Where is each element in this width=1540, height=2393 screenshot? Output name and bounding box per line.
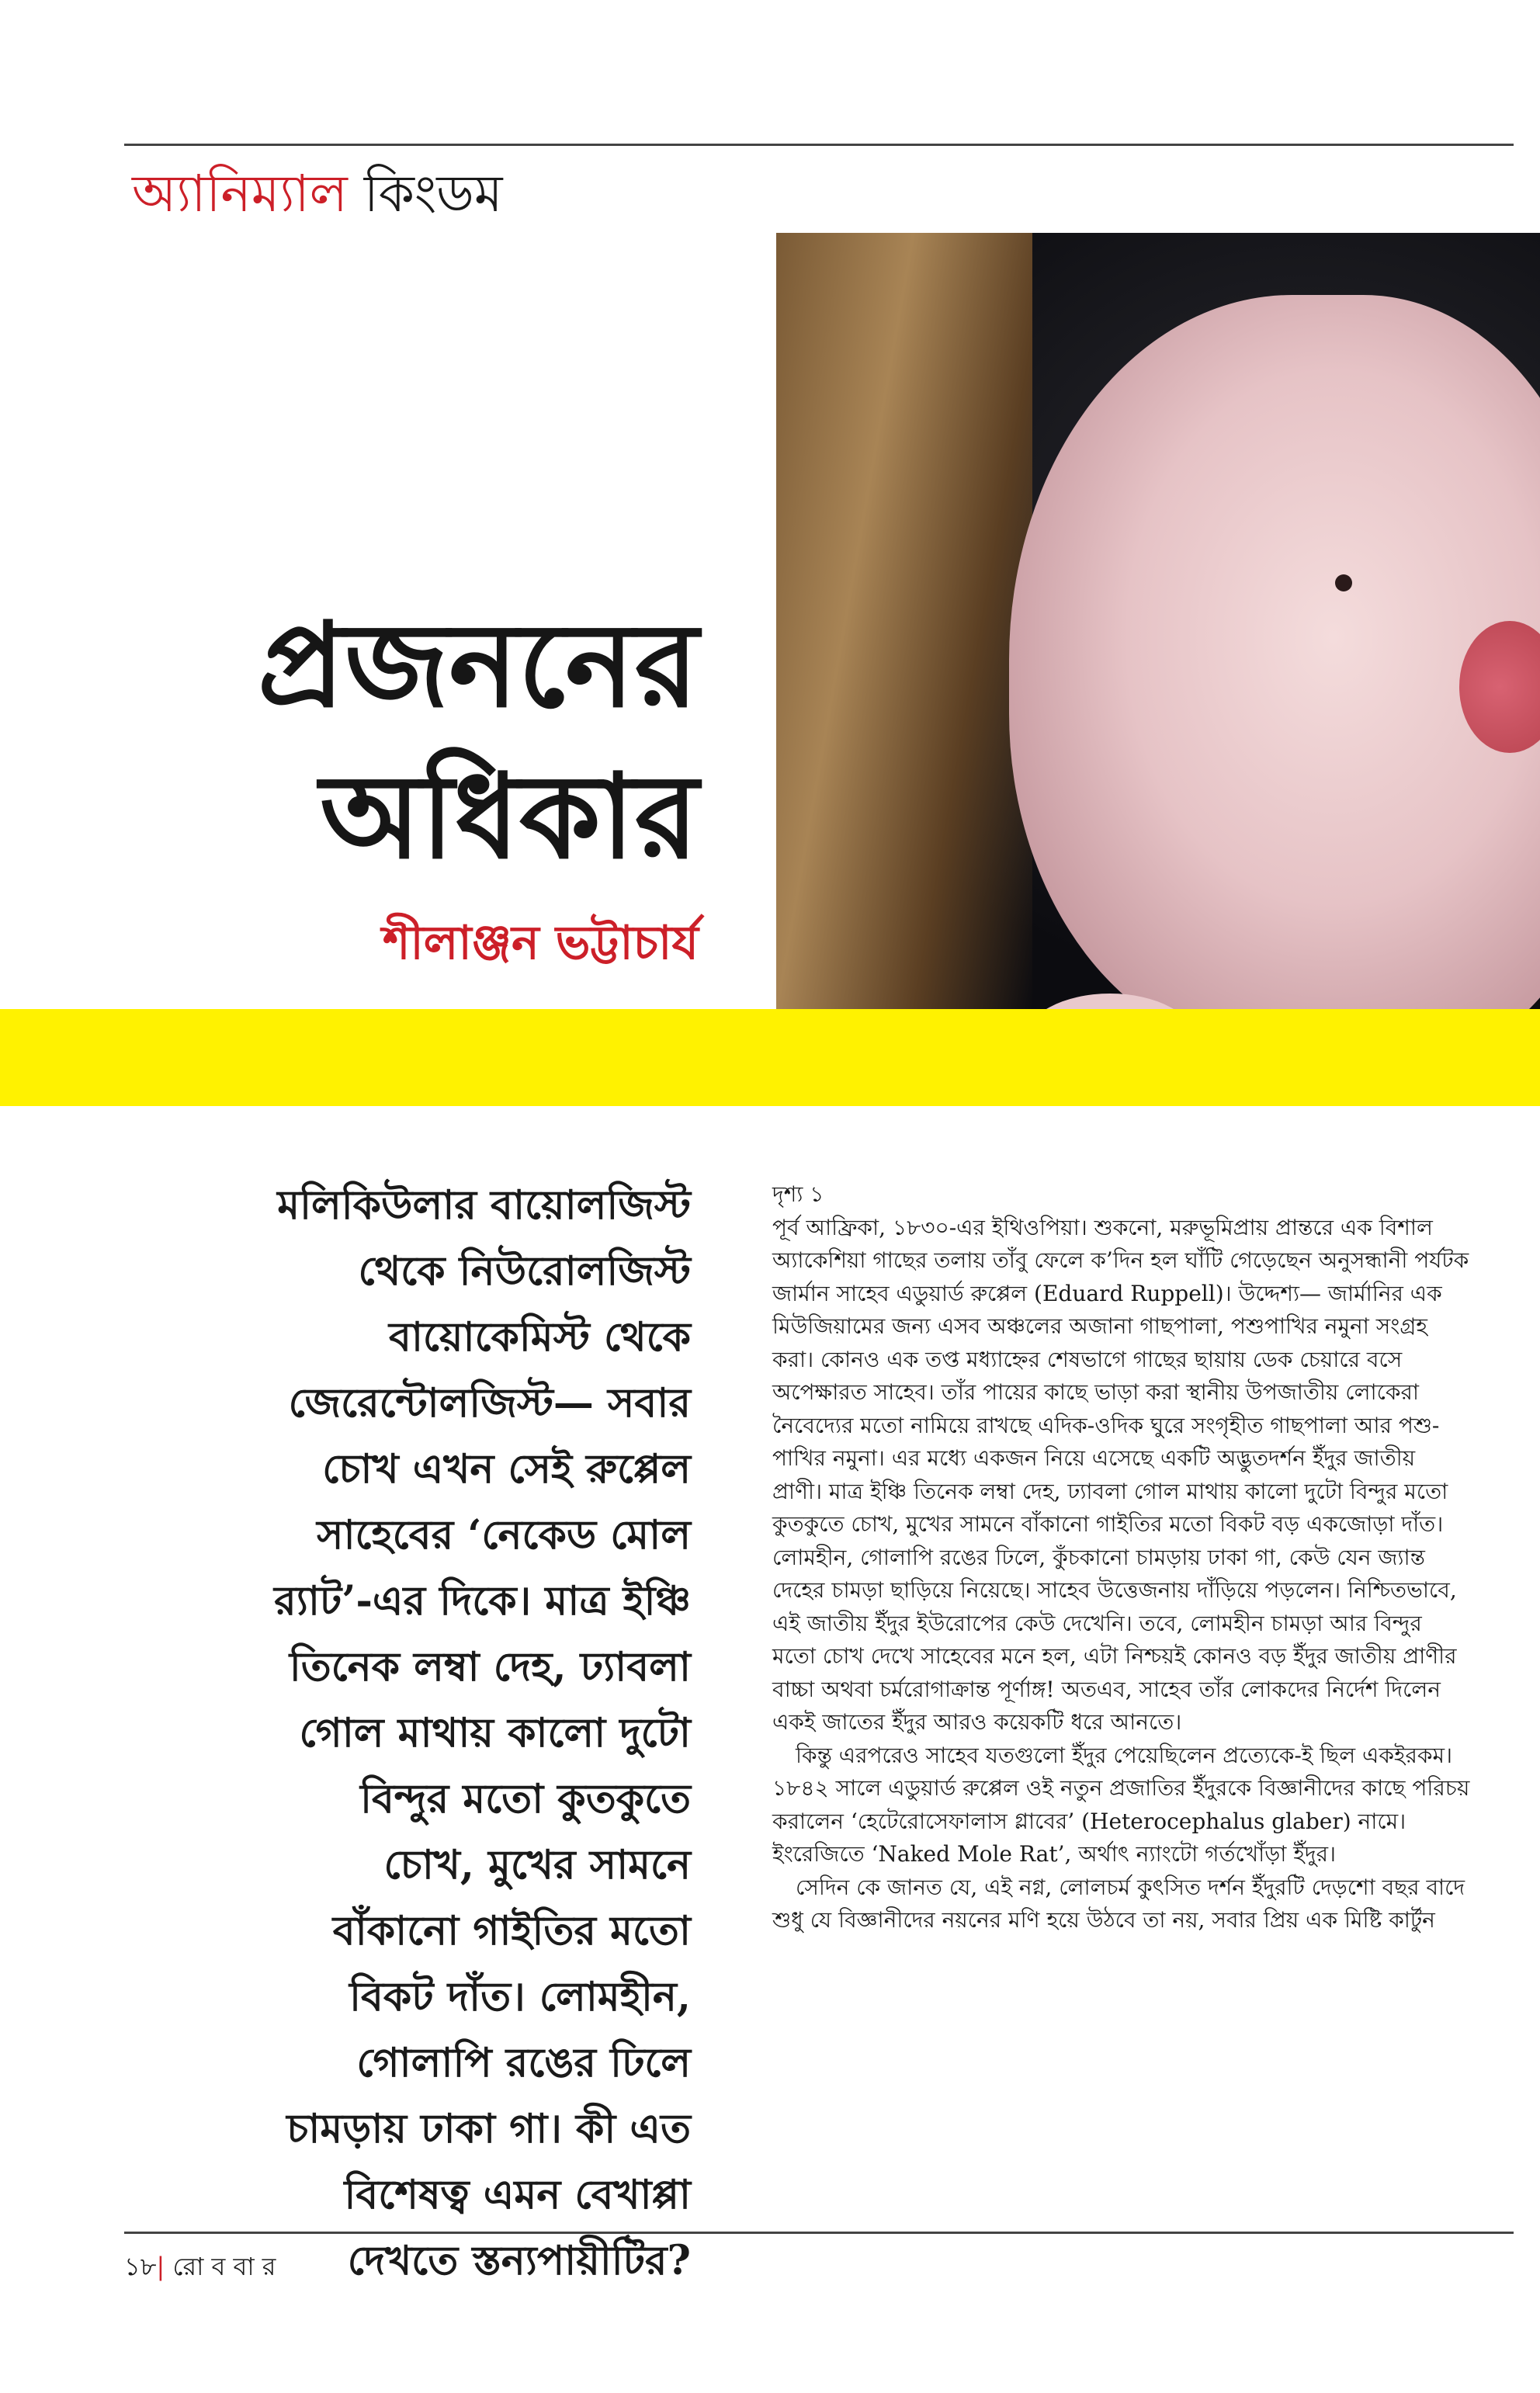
- naked-mole-rat-photo: [776, 233, 1540, 1009]
- scene-heading: দৃশ্য ১: [772, 1181, 824, 1207]
- article-body: [772, 1178, 1471, 1937]
- mole-rat-body: [1009, 295, 1540, 1009]
- top-rule: [124, 144, 1514, 146]
- section-label-black: কিংডম: [363, 164, 503, 224]
- byline: শীলাঞ্জন ভট্টাচার্য: [382, 916, 699, 970]
- page-footer: [124, 2247, 276, 2286]
- section-label-red: অ্যানিম্যাল: [132, 164, 348, 224]
- body-paragraph: পূর্ব আফ্রিকা, ১৮৩০-এর ইথিওপিয়া। শুকনো, মরুভূমিপ্রায় প্রান্তরে এক বিশাল অ্যাকেশিয়া গাছের তলায় তাঁবু ফেলে ক’দিন হল ঘাঁটি গেড়েছেন অনুসন্ধানী পর্যটক জার্মান সাহেব এডুয়ার্ড রুপ্পেল (Eduard Ruppell)। উদ্দেশ্য— জার্মানির এক মিউজিয়ামের জন্য এসব অঞ্চলের অজানা গাছপালা, পশুপাখির নমুনা সংগ্রহ করা। কোনও এক তপ্ত মধ্যাহ্নের শেষভাগে গাছের ছায়ায় ডেক চেয়ারে বসে অপেক্ষারত সাহেব। তাঁর পায়ের কাছে ভাড়া করা স্থানীয় উপজাতীয় লোকেরা নৈবেদ্যের মতো নামিয়ে রাখছে এদিক-ওদিক ঘুরে সংগৃহীত গাছপালা আর পশু-পাখির নমুনা। এর মধ্যে একজন নিয়ে এসেছে একটি অদ্ভুতদর্শন ইঁদুর জাতীয় প্রাণী। মাত্র ইঞ্চি তিনেক লম্বা দেহ, ঢ্যাবলা গোল মাথায় কালো দুটো বিন্দুর মতো কুতকুতে চোখ, মুখের সামনে বাঁকানো গাইতির মতো বিকট বড় একজোড়া দাঁত। লোমহীন, গোলাপি রঙের ঢিলে, কুঁচকানো চামড়ায় ঢাকা গা, কেউ যেন জ্যান্ত দেহের চামড়া ছাড়িয়ে নিয়েছে। সাহেব উত্তেজনায় দাঁড়িয়ে পড়লেন। নিশ্চিতভাবে, এই জাতীয় ইঁদুর ইউরোপের কেউ দেখেনি। তবে, লোমহীন চামড়া আর বিন্দুর মতো চোখ দেখে সাহেবের মনে হল, এটা নিশ্চয়ই কোনও বড় ইঁদুর জাতীয় প্রাণীর বাচ্চা অথবা চর্মরোগাক্রান্ত পূর্ণাঙ্গ! অতএব, সাহেব তাঁর লোকদের নির্দেশ দিলেন একই জাতের ইঁদুর আরও কয়েকটি ধরে আনতে।: [772, 1214, 1469, 1735]
- mole-rat-eye: [1335, 574, 1352, 591]
- page-number: ১৮: [124, 2252, 157, 2281]
- body-paragraph: সেদিন কে জানত যে, এই নগ্ন, লোলচর্ম কুৎসিত দর্শন ইঁদুরটি দেড়শো বছর বাদে শুধু যে বিজ্ঞানীদের নয়নের মণি হয়ে উঠবে তা নয়, সবার প্রিয় এক মিষ্টি কার্টুন: [772, 1874, 1465, 1933]
- publication-name: রো ব বা র: [172, 2252, 276, 2281]
- pull-quote: মলিকিউলার বায়োলজিস্ট থেকে নিউরোলজিস্ট বায়োকেমিস্ট থেকে জেরেন্টোলজিস্ট— সবার চোখ এখন সেই রুপ্পেল সাহেবের ‘নেকেড মোল র‍্যাট’-এর দিকে। মাত্র ইঞ্চি তিনেক লম্বা দেহ, ঢ্যাবলা গোল মাথায় কালো দুটো বিন্দুর মতো কুতকুতে চোখ, মুখের সামনে বাঁকানো গাইতির মতো বিকট দাঁত। লোমহীন, গোলাপি রঙের ঢিলে চামড়ায় ঢাকা গা। কী এত বিশেষত্ব এমন বেখাপ্পা দেখতে স্তন্যপায়ীটির?: [274, 1181, 691, 2284]
- bottom-rule: [124, 2232, 1514, 2234]
- body-paragraph: কিন্তু এরপরেও সাহেব যতগুলো ইঁদুর পেয়েছিলেন প্রত্যেকে-ই ছিল একইরকম। ১৮৪২ সালে এডুয়ার্ড রুপ্পেল ওই নতুন প্রজাতির ইঁদুরকে বিজ্ঞানীদের কাছে পরিচয় করালেন ‘হেটেরোসেফালাস গ্লাবের’ (Heterocephalus glaber) নামে। ইংরেজিতে ‘Naked Mole Rat’, অর্থাৎ ন্যাংটো গর্তখোঁড়া ইঁদুর।: [772, 1742, 1470, 1867]
- headline: প্রজননের অধিকার: [257, 597, 699, 885]
- footer-separator: |: [156, 2252, 165, 2281]
- burrow-wall: [776, 233, 1032, 1009]
- yellow-band: [0, 1009, 1540, 1106]
- section-label: [132, 159, 503, 229]
